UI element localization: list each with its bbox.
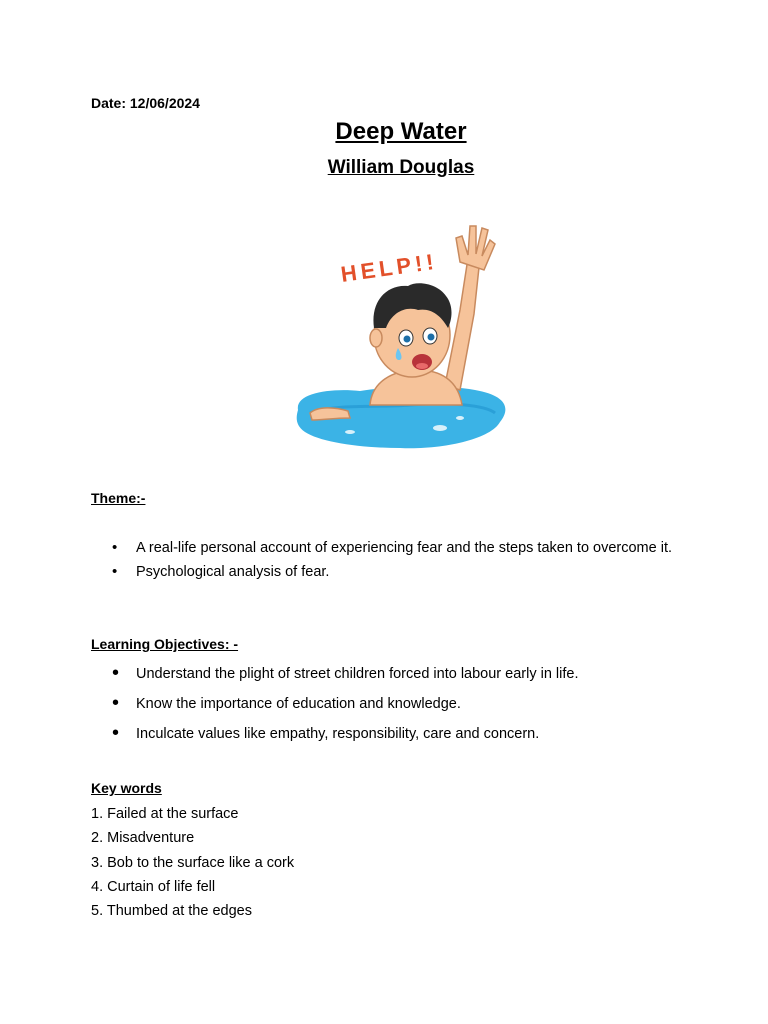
date-line: Date: 12/06/2024 <box>91 95 200 111</box>
objectives-heading: Learning Objectives: - <box>91 636 239 652</box>
list-item: • Understand the plight of street children forced into labour early in life. <box>112 664 672 684</box>
drowning-boy-illustration <box>290 210 515 460</box>
list-item: 5. Thumbed at the edges <box>91 903 252 920</box>
theme-list <box>112 536 672 584</box>
list-item: 1. Failed at the surface <box>91 806 239 822</box>
list-item: 4. Curtain of life fell <box>91 878 216 895</box>
help-caption: HELP!! <box>339 248 440 287</box>
list-item: • A real-life personal account of experiencing fear and the steps taken to overcome it. <box>112 536 672 560</box>
keywords-heading: Key words <box>91 780 162 796</box>
document-title: Deep Water <box>335 118 467 145</box>
keywords-list <box>91 802 294 923</box>
theme-heading: Theme:- <box>91 490 146 506</box>
objectives-list <box>112 664 672 754</box>
list-item: 2. Misadventure <box>91 830 195 847</box>
author-name: William Douglas <box>327 157 475 178</box>
list-item: • Know the importance of education and knowledge. <box>112 694 672 714</box>
list-item: • Psychological analysis of fear. <box>112 560 672 584</box>
list-item: 3. Bob to the surface like a cork <box>91 854 295 871</box>
list-item: • Inculcate values like empathy, responsibility, care and concern. <box>112 724 672 744</box>
